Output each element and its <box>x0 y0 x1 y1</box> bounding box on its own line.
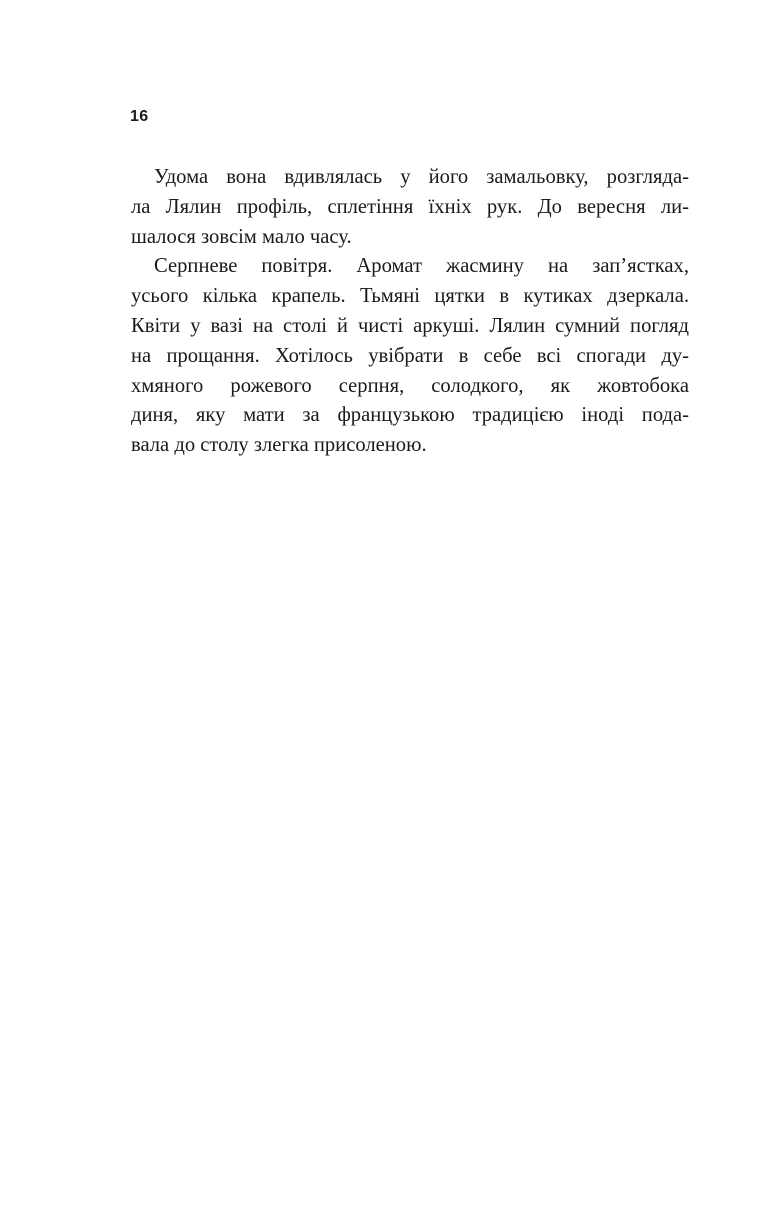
text-line <box>131 431 689 461</box>
paragraph-1 <box>131 163 689 252</box>
text-line-content: хмяного рожевого серпня, солодкого, як жовтобока <box>131 374 689 397</box>
text-line-content: Квіти у вазі на столі й чисті аркуші. Лялин сумний погляд <box>131 314 689 337</box>
text-line <box>131 282 689 312</box>
text-line <box>131 372 689 402</box>
text-line <box>131 342 689 372</box>
text-line-content: диня, яку мати за французькою традицією іноді пода- <box>131 404 689 427</box>
text-line <box>131 312 689 342</box>
text-line <box>131 401 689 431</box>
text-line-content: вала до столу злегка присоленою. <box>131 434 427 457</box>
text-line <box>131 223 689 253</box>
text-line-content: усього кілька крапель. Тьмяні цятки в кутиках дзеркала. <box>131 285 689 308</box>
text-line-content: Серпневе повітря. Аромат жасмину на зап’ястках, <box>154 255 689 278</box>
text-line-content: ла Лялин профіль, сплетіння їхніх рук. До вересня ли- <box>131 195 689 218</box>
text-line <box>131 193 689 223</box>
text-line-content: на прощання. Хотілось увібрати в себе всі спогади ду- <box>131 344 689 367</box>
text-line-content: шалося зовсім мало часу. <box>131 225 352 248</box>
page-number: 16 <box>130 108 149 125</box>
text-line <box>131 252 689 282</box>
body-text <box>131 163 689 461</box>
paragraph-2 <box>131 252 689 461</box>
text-line-content: Удома вона вдивлялась у його замальовку, розгляда- <box>154 166 690 188</box>
text-line <box>131 163 689 193</box>
